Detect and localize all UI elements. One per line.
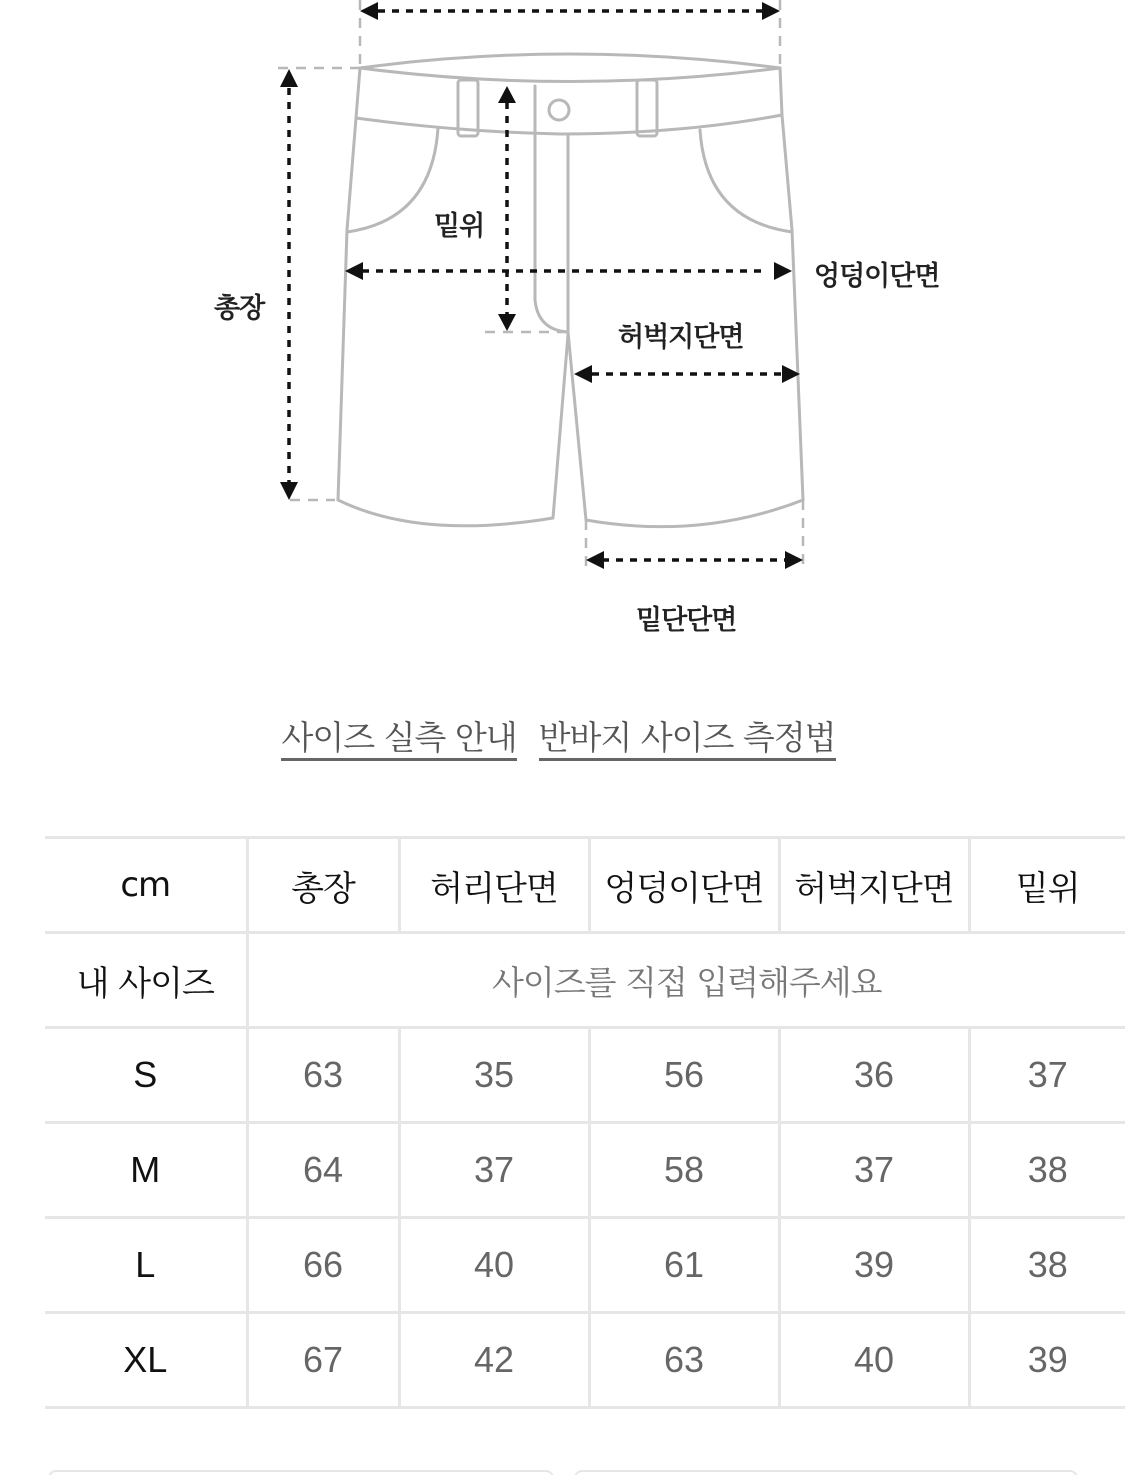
cell-thigh: 39 <box>779 1218 969 1313</box>
table-row <box>45 1313 1125 1408</box>
size-label: L <box>45 1218 247 1313</box>
label-thigh: 허벅지단면 <box>618 322 744 353</box>
cell-total-length: 63 <box>247 1028 399 1123</box>
cell-total-length: 66 <box>247 1218 399 1313</box>
table-row <box>45 1218 1125 1313</box>
my-size-row <box>45 933 1125 1028</box>
table-row <box>45 1028 1125 1123</box>
cell-rise: 39 <box>969 1313 1125 1408</box>
header-rise: 밑위 <box>969 838 1125 933</box>
size-label: XL <box>45 1313 247 1408</box>
header-unit: cm <box>45 838 247 933</box>
bottom-button-right[interactable] <box>574 1470 1078 1475</box>
size-label: M <box>45 1123 247 1218</box>
cell-total-length: 67 <box>247 1313 399 1408</box>
label-hip: 엉덩이단면 <box>814 261 940 292</box>
size-chart-table <box>45 836 1125 1409</box>
cell-thigh: 36 <box>779 1028 969 1123</box>
cell-rise: 38 <box>969 1123 1125 1218</box>
cell-hip: 56 <box>589 1028 779 1123</box>
shorts-measurement-diagram <box>0 0 1125 660</box>
header-waist: 허리단면 <box>399 838 589 933</box>
cell-waist: 40 <box>399 1218 589 1313</box>
size-measurement-guide-link[interactable]: 사이즈 실측 안내 <box>281 718 516 761</box>
cell-thigh: 40 <box>779 1313 969 1408</box>
cell-hip: 61 <box>589 1218 779 1313</box>
label-total-length: 총장 <box>214 293 265 324</box>
size-label: S <box>45 1028 247 1123</box>
cell-rise: 37 <box>969 1028 1125 1123</box>
cell-total-length: 64 <box>247 1123 399 1218</box>
my-size-input[interactable]: 사이즈를 직접 입력해주세요 <box>247 933 1125 1028</box>
bottom-button-left[interactable] <box>48 1470 554 1475</box>
cell-rise: 38 <box>969 1218 1125 1313</box>
size-guide-links <box>0 718 1125 761</box>
cell-hip: 58 <box>589 1123 779 1218</box>
cell-hip: 63 <box>589 1313 779 1408</box>
header-thigh: 허벅지단면 <box>779 838 969 933</box>
table-header-row <box>45 838 1125 933</box>
cell-waist: 35 <box>399 1028 589 1123</box>
cell-waist: 37 <box>399 1123 589 1218</box>
header-total-length: 총장 <box>247 838 399 933</box>
cell-waist: 42 <box>399 1313 589 1408</box>
cell-thigh: 37 <box>779 1123 969 1218</box>
header-hip: 엉덩이단면 <box>589 838 779 933</box>
label-rise: 밑위 <box>434 211 485 242</box>
shorts-outline-illustration <box>0 0 1125 660</box>
shorts-measuring-method-link[interactable]: 반바지 사이즈 측정법 <box>539 718 836 761</box>
label-hem: 밑단단면 <box>636 605 737 636</box>
my-size-label: 내 사이즈 <box>45 933 247 1028</box>
table-row <box>45 1123 1125 1218</box>
